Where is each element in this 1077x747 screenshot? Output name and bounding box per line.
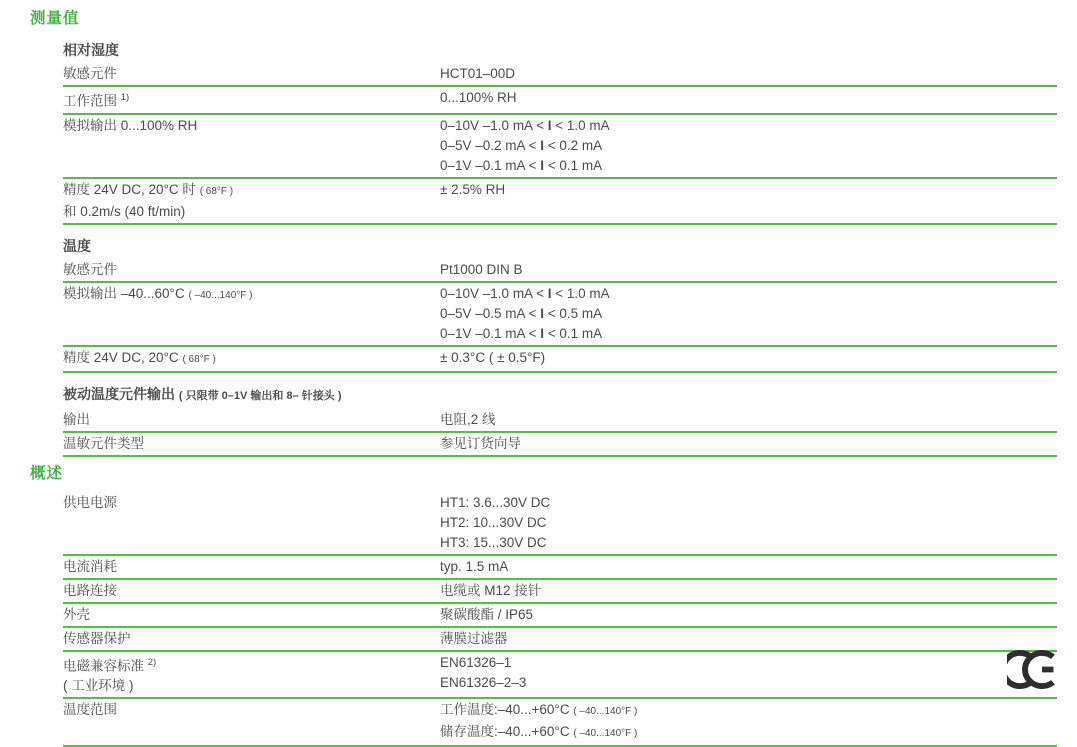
spec-row-label bbox=[63, 180, 440, 222]
text-segment: HT2: 10...30V DC bbox=[440, 515, 547, 530]
spec-row-value bbox=[440, 434, 1057, 454]
spec-row-label bbox=[63, 64, 440, 84]
text-segment: 0–5V –0.2 mA < bbox=[440, 138, 540, 153]
text-segment: 电磁兼容标准 bbox=[63, 658, 148, 673]
text-segment: I bbox=[540, 138, 544, 153]
spec-row-label bbox=[63, 557, 440, 577]
text-segment: Pt1000 DIN B bbox=[440, 262, 523, 277]
text-segment: 0–10V –1.0 mA < bbox=[440, 118, 548, 133]
text-segment: 温敏元件类型 bbox=[63, 436, 144, 451]
label-line bbox=[63, 557, 440, 577]
text-segment: 敏感元件 bbox=[63, 262, 117, 277]
text-segment: < 1.0 mA bbox=[551, 118, 609, 133]
spec-row-label bbox=[63, 434, 440, 454]
text-segment: EN61326–2–3 bbox=[440, 675, 526, 690]
spec-row-label bbox=[63, 116, 440, 136]
value-line bbox=[440, 304, 1057, 324]
spec-row bbox=[63, 580, 1057, 604]
text-segment: 温度 bbox=[63, 238, 91, 254]
label-line bbox=[63, 581, 440, 601]
spec-row-value bbox=[440, 410, 1057, 430]
text-segment: I bbox=[548, 286, 552, 301]
spec-row bbox=[63, 115, 1057, 179]
value-line bbox=[440, 673, 1057, 693]
spec-row-label bbox=[63, 260, 440, 280]
text-segment: 0–5V –0.5 mA < bbox=[440, 306, 540, 321]
text-segment: < 1.0 mA bbox=[551, 286, 609, 301]
value-line bbox=[440, 136, 1057, 156]
value-line bbox=[440, 434, 1057, 454]
text-segment: < 0.1 mA bbox=[544, 326, 602, 341]
text-segment: ( 68°F ) bbox=[200, 186, 233, 197]
text-segment: 储存温度:–40...+60°C bbox=[440, 724, 573, 739]
text-segment: HCT01–00D bbox=[440, 66, 515, 81]
spec-row-label bbox=[63, 653, 440, 697]
value-line bbox=[440, 284, 1057, 304]
value-line bbox=[440, 513, 1057, 533]
value-line bbox=[440, 324, 1057, 344]
text-segment: ( 68°F ) bbox=[182, 354, 215, 365]
spec-row bbox=[63, 604, 1057, 628]
spec-row bbox=[63, 409, 1057, 433]
text-segment: ( –40...140°F ) bbox=[573, 728, 637, 739]
label-line bbox=[63, 116, 440, 136]
text-segment: typ. 1.5 mA bbox=[440, 559, 508, 574]
spec-row-value bbox=[440, 653, 1057, 693]
label-line bbox=[63, 348, 440, 370]
spec-row-label bbox=[63, 581, 440, 601]
text-segment: I bbox=[548, 118, 552, 133]
value-line bbox=[440, 722, 1057, 744]
text-segment: 0...100% RH bbox=[440, 90, 517, 105]
text-segment: 温度范围 bbox=[63, 702, 117, 717]
spec-row bbox=[63, 63, 1057, 87]
value-line bbox=[440, 557, 1057, 577]
text-segment: 0–1V –0.1 mA < bbox=[440, 326, 540, 341]
spec-row-label bbox=[63, 700, 440, 720]
text-segment: 电路连接 bbox=[63, 583, 117, 598]
spec-row-value bbox=[440, 116, 1057, 176]
text-segment: ( –40...140°F ) bbox=[188, 290, 252, 301]
label-line bbox=[63, 410, 440, 430]
label-line bbox=[63, 676, 440, 696]
text-segment: 薄膜过滤器 bbox=[440, 631, 508, 646]
subsection-title bbox=[63, 225, 1057, 259]
value-line bbox=[440, 116, 1057, 136]
spec-table bbox=[63, 492, 1057, 747]
text-segment: HT3: 15...30V DC bbox=[440, 535, 547, 550]
text-segment: 传感器保护 bbox=[63, 631, 131, 646]
text-segment: 电阻,2 线 bbox=[440, 412, 496, 427]
spec-row-value bbox=[440, 605, 1057, 625]
value-line bbox=[440, 348, 1057, 368]
subsection-title bbox=[63, 37, 1057, 63]
spec-row-label bbox=[63, 410, 440, 430]
value-line bbox=[440, 653, 1057, 673]
spec-row bbox=[63, 87, 1057, 115]
text-segment: 和 0.2m/s (40 ft/min) bbox=[63, 204, 185, 219]
spec-row-label bbox=[63, 493, 440, 513]
text-segment: ( 只限带 0–1V 输出和 8– 针接头 ) bbox=[179, 390, 342, 402]
label-line bbox=[63, 260, 440, 280]
label-line bbox=[63, 434, 440, 454]
spec-row-value bbox=[440, 700, 1057, 744]
spec-row-value bbox=[440, 180, 1057, 200]
value-line bbox=[440, 410, 1057, 430]
spec-row bbox=[63, 347, 1057, 373]
spec-row-label bbox=[63, 88, 440, 112]
spec-row-value bbox=[440, 64, 1057, 84]
spec-row bbox=[63, 699, 1057, 747]
spec-row bbox=[63, 556, 1057, 580]
spec-row bbox=[63, 433, 1057, 457]
label-line bbox=[63, 629, 440, 649]
spec-row-label bbox=[63, 629, 440, 649]
spec-row-label bbox=[63, 605, 440, 625]
text-segment: ± 0.3°C ( ± 0.5°F) bbox=[440, 350, 545, 365]
spec-row bbox=[63, 259, 1057, 283]
label-line bbox=[63, 493, 440, 513]
spec-row bbox=[63, 179, 1057, 225]
text-segment: 工作温度:–40...+60°C bbox=[440, 702, 573, 717]
value-line bbox=[440, 700, 1057, 722]
value-line bbox=[440, 493, 1057, 513]
spec-row-value bbox=[440, 260, 1057, 280]
section-heading: 概述 bbox=[30, 465, 1077, 483]
text-segment: < 0.1 mA bbox=[544, 158, 602, 173]
value-line bbox=[440, 64, 1057, 84]
spec-row bbox=[63, 628, 1057, 652]
text-segment: 0–1V –0.1 mA < bbox=[440, 158, 540, 173]
text-segment: 聚碳酸酯 / IP65 bbox=[440, 607, 533, 622]
text-segment: 精度 24V DC, 20°C bbox=[63, 350, 182, 365]
spec-row-label bbox=[63, 348, 440, 370]
label-line bbox=[63, 180, 440, 202]
text-segment: I bbox=[540, 158, 544, 173]
spec-row bbox=[63, 652, 1057, 700]
spec-table bbox=[63, 37, 1057, 457]
spec-row-value bbox=[440, 581, 1057, 601]
spec-row bbox=[63, 283, 1057, 347]
text-segment: I bbox=[540, 326, 544, 341]
value-line bbox=[440, 629, 1057, 649]
text-segment: 外壳 bbox=[63, 607, 90, 622]
text-segment: 供电电源 bbox=[63, 495, 117, 510]
text-segment: EN61326–1 bbox=[440, 655, 511, 670]
spec-row-value bbox=[440, 629, 1057, 649]
text-segment: ( –40...140°F ) bbox=[573, 706, 637, 717]
text-segment: 1) bbox=[121, 92, 129, 103]
label-line bbox=[63, 284, 440, 306]
spec-row-value bbox=[440, 557, 1057, 577]
text-segment: 参见订货向导 bbox=[440, 436, 521, 451]
label-line bbox=[63, 605, 440, 625]
value-line bbox=[440, 260, 1057, 280]
text-segment: < 0.5 mA bbox=[544, 306, 602, 321]
text-segment: ( 工业环境 ) bbox=[63, 678, 134, 693]
text-segment: 模拟输出 0...100% RH bbox=[63, 118, 197, 133]
label-line bbox=[63, 88, 440, 112]
value-line bbox=[440, 533, 1057, 553]
text-segment: 相对湿度 bbox=[63, 42, 119, 58]
text-segment: 输出 bbox=[63, 412, 90, 427]
value-line bbox=[440, 180, 1057, 200]
subsection-title bbox=[63, 373, 1057, 409]
label-line bbox=[63, 700, 440, 720]
ce-mark-icon bbox=[1007, 649, 1060, 690]
text-segment: 模拟输出 –40...60°C bbox=[63, 286, 188, 301]
value-line bbox=[440, 605, 1057, 625]
spec-row-value bbox=[440, 284, 1057, 344]
spec-row-value bbox=[440, 348, 1057, 368]
text-segment: ± 2.5% RH bbox=[440, 182, 505, 197]
spec-row bbox=[63, 492, 1057, 556]
text-segment: 精度 24V DC, 20°C 时 bbox=[63, 182, 200, 197]
text-segment: 0–10V –1.0 mA < bbox=[440, 286, 548, 301]
text-segment: 被动温度元件输出 bbox=[63, 386, 179, 402]
label-line bbox=[63, 202, 440, 222]
spec-row-label bbox=[63, 284, 440, 306]
value-line bbox=[440, 88, 1057, 108]
section-heading: 测量值 bbox=[30, 10, 1077, 28]
text-segment: 2) bbox=[148, 657, 156, 668]
value-line bbox=[440, 156, 1057, 176]
spec-row-value bbox=[440, 88, 1057, 108]
label-line bbox=[63, 653, 440, 677]
text-segment: HT1: 3.6...30V DC bbox=[440, 495, 550, 510]
text-segment: 工作范围 bbox=[63, 94, 121, 109]
text-segment: 电流消耗 bbox=[63, 559, 117, 574]
spec-row-value bbox=[440, 493, 1057, 553]
text-segment: I bbox=[540, 306, 544, 321]
value-line bbox=[440, 581, 1057, 601]
text-segment: 电缆或 M12 接针 bbox=[440, 583, 541, 598]
ce-letter-e bbox=[1025, 653, 1054, 686]
text-segment: 敏感元件 bbox=[63, 66, 117, 81]
text-segment: < 0.2 mA bbox=[544, 138, 602, 153]
label-line bbox=[63, 64, 440, 84]
